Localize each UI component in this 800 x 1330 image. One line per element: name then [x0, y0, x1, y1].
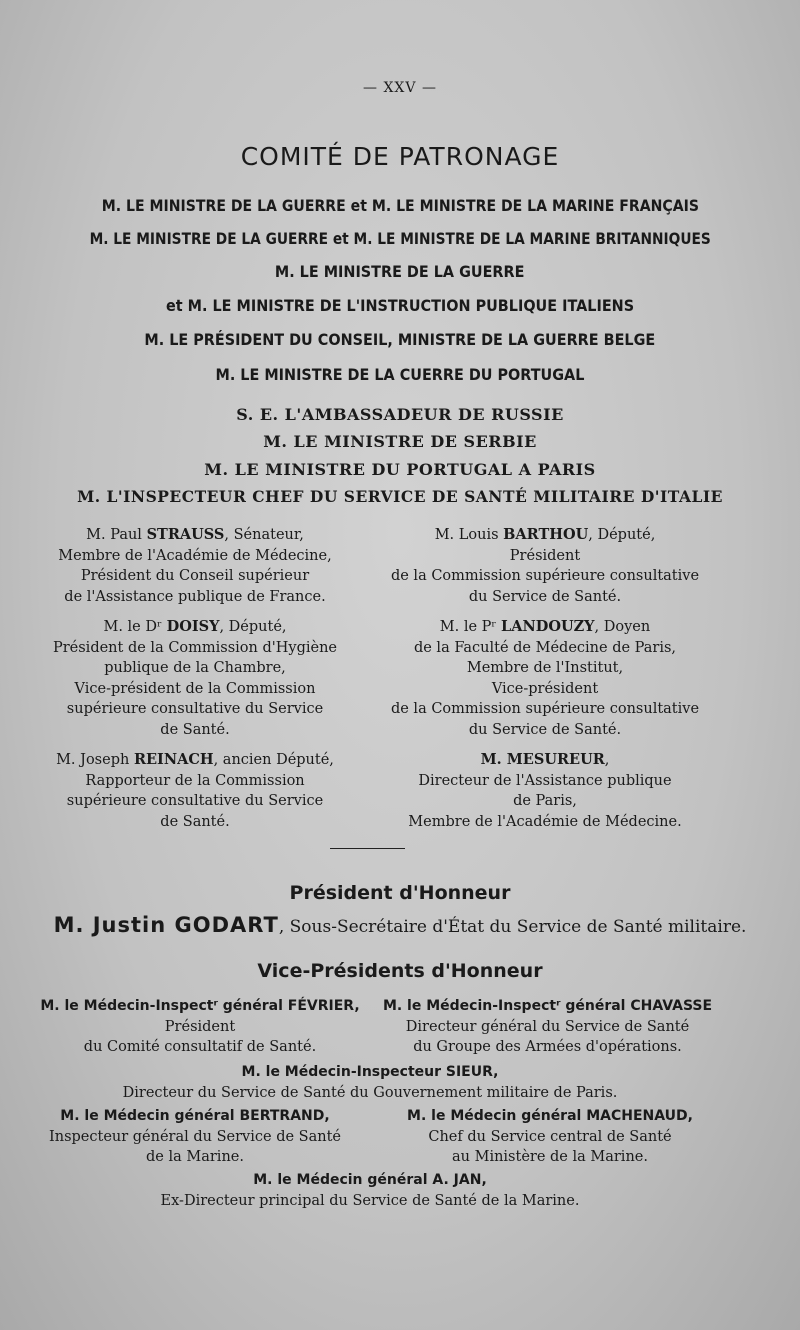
minister-line-6: M. LE MINISTRE DE LA CUERRE DU PORTUGAL: [215, 365, 585, 384]
page-number: — XXV —: [363, 80, 437, 96]
vp-bertrand: M. le Médecin général BERTRAND, Inspecteur général du Service de Santé de la Marine.: [49, 1108, 341, 1165]
patron-name: BARTHOU: [503, 526, 589, 543]
patron-name: DOISY: [166, 618, 220, 635]
right-column: [370, 525, 720, 842]
minister-line-1: M. LE MINISTRE DE LA GUERRE et M. LE MINISTRE DE LA MARINE FRANÇAIS: [101, 196, 699, 215]
diplomat-line-1: S. E. L'AMBASSADEUR DE RUSSIE: [236, 405, 564, 424]
page-title: COMITÉ DE PATRONAGE: [240, 142, 560, 171]
left-column: [45, 525, 345, 842]
patron-strauss: M. Paul STRAUSS, Sénateur, Membre de l'Académie de Médecine, Président du Conseil supérieur de l'Assistance publique de France.: [58, 526, 332, 605]
diplomat-line-2: M. LE MINISTRE DE SERBIE: [263, 432, 537, 451]
patron-name: LANDOUZY: [501, 618, 595, 635]
minister-line-5: M. LE PRÉSIDENT DU CONSEIL, MINISTRE DE LA GUERRE BELGE: [144, 330, 656, 349]
patron-reinach: M. Joseph REINACH, ancien Député, Rapporteur de la Commission supérieure consultative du Service de Santé.: [56, 751, 334, 830]
vp-jan: M. le Médecin général A. JAN, Ex-Directeur principal du Service de Santé de la Marine.: [160, 1172, 580, 1209]
diplomat-line-3: M. LE MINISTRE DU PORTUGAL A PARIS: [204, 460, 596, 479]
patron-name: REINACH: [133, 751, 214, 768]
patron-doisy: M. le Dʳ DOISY, Député, Président de la Commission d'Hygiène publique de la Chambre, Vice-président de la Commission supérieure consultative du Service de Santé.: [52, 618, 338, 738]
patron-mesureur: M. MESUREUR, Directeur de l'Assistance publique de Paris, Membre de l'Académie de Médecine.: [408, 751, 682, 830]
patron-name: M. MESUREUR: [480, 751, 605, 768]
minister-line-3: M. LE MINISTRE DE LA GUERRE: [275, 262, 525, 281]
vp-machenaud: M. le Médecin général MACHENAUD, Chef du Service central de Santé au Ministère de la Marine.: [407, 1108, 693, 1165]
section-divider: [330, 848, 405, 849]
honorary-president-name: GODART: [174, 913, 279, 937]
patron-landouzy: M. le Pʳ LANDOUZY, Doyen de la Faculté de Médecine de Paris, Membre de l'Institut, Vice-président de la Commission supérieure consultative du Service de Santé.: [390, 618, 700, 738]
patron-barthou: M. Louis BARTHOU, Député, Président de la Commission supérieure consultative du Service de Santé.: [390, 526, 700, 605]
vp-chavasse: M. le Médecin-Inspectʳ général CHAVASSE Directeur général du Service de Santé du Groupe des Armées d'opérations.: [382, 998, 713, 1055]
vp-fevrier: M. le Médecin-Inspectʳ général FÉVRIER, Président du Comité consultatif de Santé.: [40, 998, 360, 1055]
minister-line-4: et M. LE MINISTRE DE L'INSTRUCTION PUBLIQUE ITALIENS: [165, 296, 635, 315]
honorary-president-heading: Président d'Honneur: [289, 882, 511, 904]
diplomat-line-4: M. L'INSPECTEUR CHEF DU SERVICE DE SANTÉ MILITAIRE D'ITALIE: [77, 487, 723, 506]
honorary-president-line: M. Justin GODART, Sous-Secrétaire d'État du Service de Santé militaire.: [53, 913, 747, 937]
vp-sieur: M. le Médecin-Inspecteur SIEUR, Directeur du Service de Santé du Gouvernement militaire de Paris.: [122, 1064, 618, 1101]
vice-presidents-heading: Vice-Présidents d'Honneur: [257, 960, 543, 982]
minister-line-2: M. LE MINISTRE DE LA GUERRE et M. LE MINISTRE DE LA MARINE BRITANNIQUES: [89, 229, 711, 248]
patron-name: STRAUSS: [146, 526, 225, 543]
